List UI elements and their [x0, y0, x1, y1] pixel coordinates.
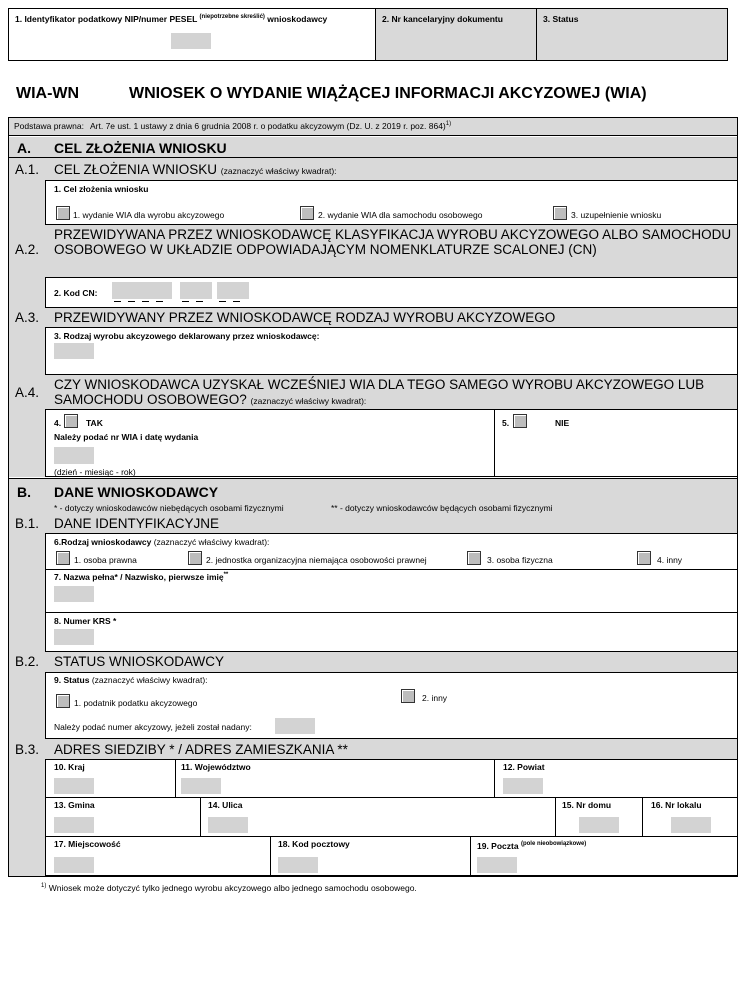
status-label: 3. Status: [543, 14, 579, 24]
form-code: WIA-WN: [16, 85, 80, 102]
a1-option-1-label: 1. wydanie WIA dla wyrobu akcyzowego: [73, 210, 225, 220]
street-label: 14. Ulica: [208, 800, 243, 810]
b2-title: STATUS WNIOSKODAWCY: [54, 654, 225, 669]
legal-basis-row: [9, 118, 737, 136]
section-b-title: DANE WNIOSKODAWCY: [54, 484, 219, 500]
b2-num: B.2.: [15, 654, 40, 669]
applicant-name-input[interactable]: [54, 586, 94, 602]
street-input[interactable]: [208, 817, 248, 833]
applicant-type-org-unit-checkbox[interactable]: [188, 551, 202, 565]
a2-field-box: [45, 277, 738, 308]
b1-heading: [9, 513, 737, 533]
krs-number-input[interactable]: [54, 629, 94, 645]
a1-option-3-label: 3. uzupełnienie wniosku: [571, 210, 662, 220]
excise-product-type-input[interactable]: [54, 343, 94, 359]
locality-label: 17. Miejscowość: [54, 839, 121, 849]
header-box-status: [536, 8, 728, 61]
page-title: WNIOSEK O WYDANIE WIĄŻĄCEJ INFORMACJI AKCYZOWEJ (WIA): [129, 85, 647, 102]
excise-number-prompt: Należy podać numer akcyzowy, jeżeli został nadany:: [54, 722, 252, 732]
apartment-number-field-box: [642, 797, 738, 837]
cn-code-part1-input[interactable]: [112, 282, 172, 299]
b1-field8-label: 8. Numer KRS *: [54, 616, 117, 626]
a3-title: PRZEWIDYWANY PRZEZ WNIOSKODAWCĘ RODZAJ WYROBU AKCYZOWEGO: [54, 310, 556, 325]
section-a-num: A.: [17, 140, 31, 156]
b3-heading: [9, 739, 737, 759]
apartment-number-input[interactable]: [671, 817, 711, 833]
a4-no-checkbox[interactable]: [513, 414, 527, 428]
a4-yes-box: [45, 409, 495, 477]
locality-field-box: [45, 836, 271, 876]
header-box-identifier: [8, 8, 376, 61]
applicant-type-legal-person-label: 1. osoba prawna: [74, 555, 137, 565]
a4-num: A.4.: [15, 385, 40, 400]
footnote: $^{1)}$ Wniosek może dotyczyć tylko jednego wyrobu akcyzowego albo jednego samochodu osobowego.: [41, 883, 417, 893]
a4-yes-label: TAK: [86, 418, 103, 428]
post-office-field-box: [470, 836, 738, 876]
a1-heading: [9, 158, 737, 180]
house-number-field-box: [555, 797, 643, 837]
applicant-type-other-checkbox[interactable]: [637, 551, 651, 565]
date-format-hint: (dzień - miesiąc - rok): [54, 467, 136, 477]
a1-field-label: 1. Cel złożenia wniosku: [54, 184, 149, 194]
a3-field-label: 3. Rodzaj wyrobu akcyzowego deklarowany przez wnioskodawcę:: [54, 331, 320, 341]
voivodeship-field-box: [175, 759, 495, 798]
municipality-field-box: [45, 797, 201, 837]
b3-title: ADRES SIEDZIBY * / ADRES ZAMIESZKANIA **: [54, 742, 348, 757]
voivodeship-input[interactable]: [181, 778, 221, 794]
country-field-box: [45, 759, 176, 798]
status-other-checkbox[interactable]: [401, 689, 415, 703]
post-office-input[interactable]: [477, 857, 517, 873]
applicant-type-legal-person-checkbox[interactable]: [56, 551, 70, 565]
a1-num: A.1.: [15, 162, 40, 177]
voivodeship-label: 11. Województwo: [181, 762, 251, 772]
a2-num: A.2.: [15, 242, 40, 257]
applicant-type-natural-person-checkbox[interactable]: [467, 551, 481, 565]
a1-title: CEL ZŁOŻENIA WNIOSKU (zaznaczyć właściwy kwadrat):: [54, 162, 337, 177]
applicant-type-natural-person-label: 3. osoba fizyczna: [487, 555, 553, 565]
street-field-box: [200, 797, 556, 837]
identifier-label: 1. Identyfikator podatkowy NIP/numer PESEL $^{(niepotrzebne skreślić)}$ wnioskodawcy: [15, 14, 328, 24]
status-other-label: 2. inny: [422, 693, 448, 703]
cn-code-part2-input[interactable]: [180, 282, 212, 299]
applicant-type-org-unit-label: 2. jednostka organizacyjna niemająca osobowości prawnej: [206, 555, 427, 565]
b1-field6-box: [45, 533, 738, 570]
b2-field-box: [45, 672, 738, 739]
cn-code-part3-input[interactable]: [217, 282, 249, 299]
postal-code-label: 18. Kod pocztowy: [278, 839, 350, 849]
section-b-note-legal: * - dotyczy wnioskodawców niebędących osobami fizycznymi: [54, 503, 284, 513]
a1-option-1-checkbox[interactable]: [56, 206, 70, 220]
locality-input[interactable]: [54, 857, 94, 873]
status-excise-taxpayer-label: 1. podatnik podatku akcyzowego: [74, 698, 198, 708]
status-excise-taxpayer-checkbox[interactable]: [56, 694, 70, 708]
a4-no-label: NIE: [555, 418, 570, 428]
a3-num: A.3.: [15, 310, 40, 325]
a1-option-3-checkbox[interactable]: [553, 206, 567, 220]
legal-basis-label: Podstawa prawna:: [14, 121, 84, 131]
doc-number-label: 2. Nr kancelaryjny dokumentu: [382, 14, 503, 24]
a3-field-box: [45, 327, 738, 375]
b1-num: B.1.: [15, 516, 40, 531]
municipality-label: 13. Gmina: [54, 800, 95, 810]
apartment-number-label: 16. Nr lokalu: [651, 800, 702, 810]
b2-heading: [9, 652, 737, 672]
a1-field-box: [45, 180, 738, 225]
a4-no-box: [494, 409, 738, 477]
a4-yes-checkbox[interactable]: [64, 414, 78, 428]
postal-code-field-box: [270, 836, 471, 876]
postal-code-input[interactable]: [278, 857, 318, 873]
section-b-margin: [9, 513, 45, 876]
house-number-input[interactable]: [579, 817, 619, 833]
excise-number-input[interactable]: [275, 718, 315, 734]
a2-title: PRZEWIDYWANA PRZEZ WNIOSKODAWCĘ KLASYFIKACJA WYROBU AKCYZOWEGO ALBO SAMOCHODU OSOBOWEGO W UKŁADZIE ODPOWIADAJĄCYM NOMENKLATURZE SCALONEJ (CN): [54, 227, 732, 257]
b1-field8-box: [45, 612, 738, 652]
house-number-label: 15. Nr domu: [562, 800, 612, 810]
a4-yes-instruction: Należy podać nr WIA i datę wydania: [54, 432, 199, 442]
county-field-box: [494, 759, 738, 798]
b1-field7-label: 7. Nazwa pełna* / Nazwisko, pierwsze imię**: [54, 572, 229, 582]
section-b-heading: [9, 478, 737, 513]
b1-field6-label: 6.Rodzaj wnioskodawcy (zaznaczyć właściwy kwadrat):: [54, 537, 270, 547]
identifier-input[interactable]: [171, 33, 211, 49]
b1-field7-box: [45, 569, 738, 613]
b3-num: B.3.: [15, 742, 40, 757]
county-label: 12. Powiat: [503, 762, 545, 772]
a1-option-2-checkbox[interactable]: [300, 206, 314, 220]
a4-yes-num: 4.: [54, 418, 62, 428]
post-office-label: 19. Poczta $^{(pole nieobowiązkowe)}$: [477, 841, 587, 851]
b2-field9-label: 9. Status (zaznaczyć właściwy kwadrat):: [54, 675, 208, 685]
a3-heading: [9, 308, 737, 327]
municipality-input[interactable]: [54, 817, 94, 833]
section-a-title: CEL ZŁOŻENIA WNIOSKU: [54, 140, 227, 156]
applicant-type-other-label: 4. inny: [657, 555, 683, 565]
a2-heading: [9, 225, 737, 277]
wia-number-date-input[interactable]: [54, 447, 94, 464]
country-input[interactable]: [54, 778, 94, 794]
a4-heading: [9, 375, 737, 410]
section-b-num: B.: [17, 484, 31, 500]
section-a-heading: [9, 137, 737, 158]
a4-no-num: 5.: [502, 418, 510, 428]
a1-option-2-label: 2. wydanie WIA dla samochodu osobowego: [318, 210, 483, 220]
county-input[interactable]: [503, 778, 543, 794]
country-label: 10. Kraj: [54, 762, 85, 772]
cn-code-label: 2. Kod CN:: [54, 288, 98, 298]
b1-title: DANE IDENTYFIKACYJNE: [54, 516, 220, 531]
header-box-doc-number: [375, 8, 537, 61]
a4-title: CZY WNIOSKODAWCA UZYSKAŁ WCZEŚNIEJ WIA DLA TEGO SAMEGO WYROBU AKCYZOWEGO LUB SAMOCHODU OSOBOWEGO? (zaznaczyć właściwy kwadrat):: [54, 377, 705, 407]
section-b-note-natural: ** - dotyczy wnioskodawców będących osobami fizycznymi: [331, 503, 553, 513]
legal-basis-text: Art. 7e ust. 1 ustawy z dnia 6 grudnia 2008 r. o podatku akcyzowym (Dz. U. z 2019 r. poz. 864)$^{1)}$: [90, 121, 452, 131]
